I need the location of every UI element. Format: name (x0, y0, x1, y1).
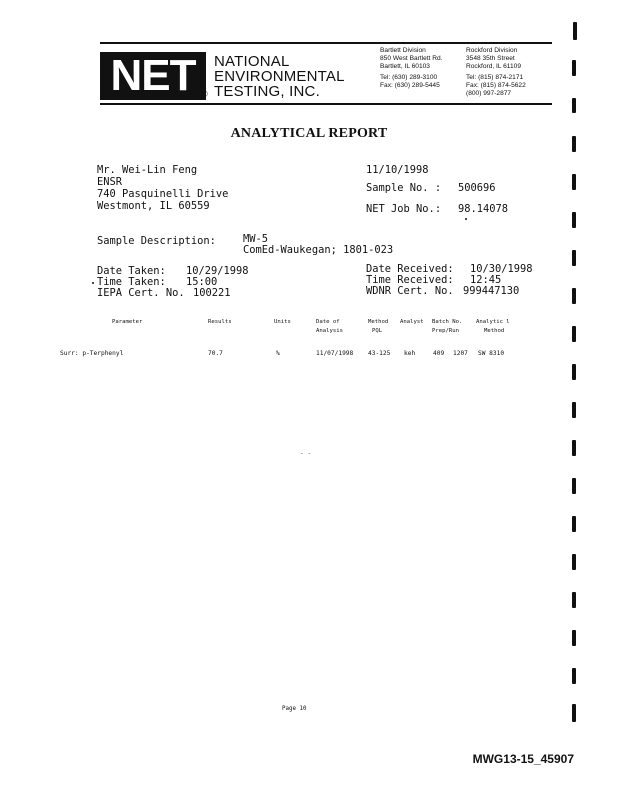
bartlett-city: Bartlett, IL 60103 (380, 63, 430, 70)
header-analyst: Analyst (400, 319, 424, 325)
bartlett-tel: Tel: (630) 289-3100 (380, 74, 438, 81)
date-taken-value: 10/29/1998 (186, 265, 249, 277)
header-batch-no: Batch No. (432, 319, 463, 325)
rockford-phone-2: (800) 997-2877 (466, 90, 512, 97)
sample-description-line-1: MW-5 (243, 233, 269, 245)
registered-mark: ® (201, 89, 208, 99)
header-analytical-method: Method (484, 328, 505, 334)
cell-batch-prep: 409 (433, 350, 445, 357)
scan-speck (92, 282, 94, 284)
date-received-value: 10/30/1998 (470, 263, 533, 275)
binder-edge-mark (572, 136, 576, 152)
company-name-line-2: ENVIRONMENTAL (214, 68, 345, 85)
cell-parameter: Surr: p-Terphenyl (60, 350, 124, 357)
binder-edge-mark (572, 516, 576, 532)
binder-edge-mark (572, 98, 576, 113)
binder-edge-mark (572, 174, 576, 190)
document-code: MWG13-15_45907 (472, 752, 574, 766)
time-taken-value: 15:00 (186, 276, 218, 288)
header-analysis: Analysis (316, 328, 343, 334)
time-received-value: 12:45 (470, 274, 502, 286)
cell-analyst: keh (404, 350, 416, 357)
header-parameter: Parameter (112, 319, 143, 325)
rockford-division-name: Rockford Division (466, 47, 518, 54)
cell-units: % (276, 350, 280, 357)
date-received-label: Date Received: (366, 263, 454, 275)
net-job-label: NET Job No.: (366, 203, 442, 215)
net-job-value: 98.14078 (458, 203, 509, 215)
letterhead-top-rule (100, 42, 552, 44)
scan-speck (465, 218, 467, 220)
binder-edge-mark (572, 250, 576, 266)
cell-date: 11/07/1998 (316, 350, 354, 357)
letterhead-bottom-rule (100, 103, 552, 105)
binder-edge-mark (572, 478, 576, 494)
date-taken-label: Date Taken: (97, 265, 166, 277)
binder-edge-mark (573, 22, 577, 40)
page-number: Page 10 (282, 706, 307, 712)
binder-edge-mark (572, 704, 576, 722)
header-analytical: Analytic l (476, 319, 510, 325)
report-date: 11/10/1998 (366, 164, 429, 176)
time-received-label: Time Received: (366, 274, 454, 286)
binder-edge-mark (572, 326, 576, 342)
report-title: ANALYTICAL REPORT (230, 126, 388, 141)
recipient-name: Mr. Wei-Lin Feng (97, 164, 198, 176)
wdnr-cert-label: WDNR Cert. No. (366, 285, 454, 297)
cell-result: 70.7 (208, 350, 223, 357)
header-pql: PQL (372, 328, 383, 334)
rockford-fax: Fax: (815) 874-5622 (466, 82, 526, 89)
binder-edge-mark (572, 440, 576, 456)
binder-edge-mark (572, 212, 576, 228)
recipient-city: Westmont, IL 60559 (97, 200, 210, 212)
scan-speck-text: - - (300, 450, 312, 457)
time-taken-label: Time Taken: (97, 276, 166, 288)
bartlett-fax: Fax: (630) 289-5445 (380, 82, 440, 89)
binder-edge-mark (572, 60, 576, 76)
binder-edge-mark (572, 364, 576, 380)
bartlett-division-name: Bartlett Division (380, 47, 426, 54)
net-logo: NET (100, 52, 206, 100)
rockford-street: 3548 35th Street (466, 55, 515, 62)
binder-edge-mark (572, 630, 576, 646)
recipient-street: 740 Pasquinelli Drive (97, 188, 229, 200)
cell-pql: 43-125 (368, 350, 391, 357)
rockford-tel: Tel: (815) 874-2171 (466, 74, 524, 81)
rockford-city: Rockford, IL 61109 (466, 63, 521, 70)
sample-no-value: 500696 (458, 182, 496, 194)
wdnr-cert-value: 999447130 (463, 285, 520, 297)
iepa-cert-value: 100221 (193, 287, 231, 299)
header-prep-run: Prep/Run (432, 328, 459, 334)
sample-description-line-2: ComEd-Waukegan; 1801-023 (243, 244, 394, 256)
bartlett-street: 850 West Bartlett Rd. (380, 55, 443, 62)
company-name-line-3: TESTING, INC. (214, 83, 320, 100)
binder-edge-mark (572, 288, 576, 304)
recipient-company: ENSR (97, 176, 123, 188)
header-method: Method (368, 319, 389, 325)
cell-method: SW 8310 (478, 350, 505, 357)
cell-batch-run: 1207 (453, 350, 468, 357)
header-results: Results (208, 319, 232, 325)
header-units: Units (274, 319, 291, 325)
binder-edge-mark (572, 668, 576, 684)
company-name-line-1: NATIONAL (214, 53, 290, 70)
iepa-cert-label: IEPA Cert. No. (97, 287, 185, 299)
sample-no-label: Sample No. : (366, 182, 442, 194)
binder-edge-mark (572, 402, 576, 418)
sample-description-label: Sample Description: (97, 235, 216, 247)
binder-edge-mark (572, 592, 576, 608)
header-date-of: Date of (316, 319, 340, 325)
binder-edge-mark (572, 554, 576, 570)
